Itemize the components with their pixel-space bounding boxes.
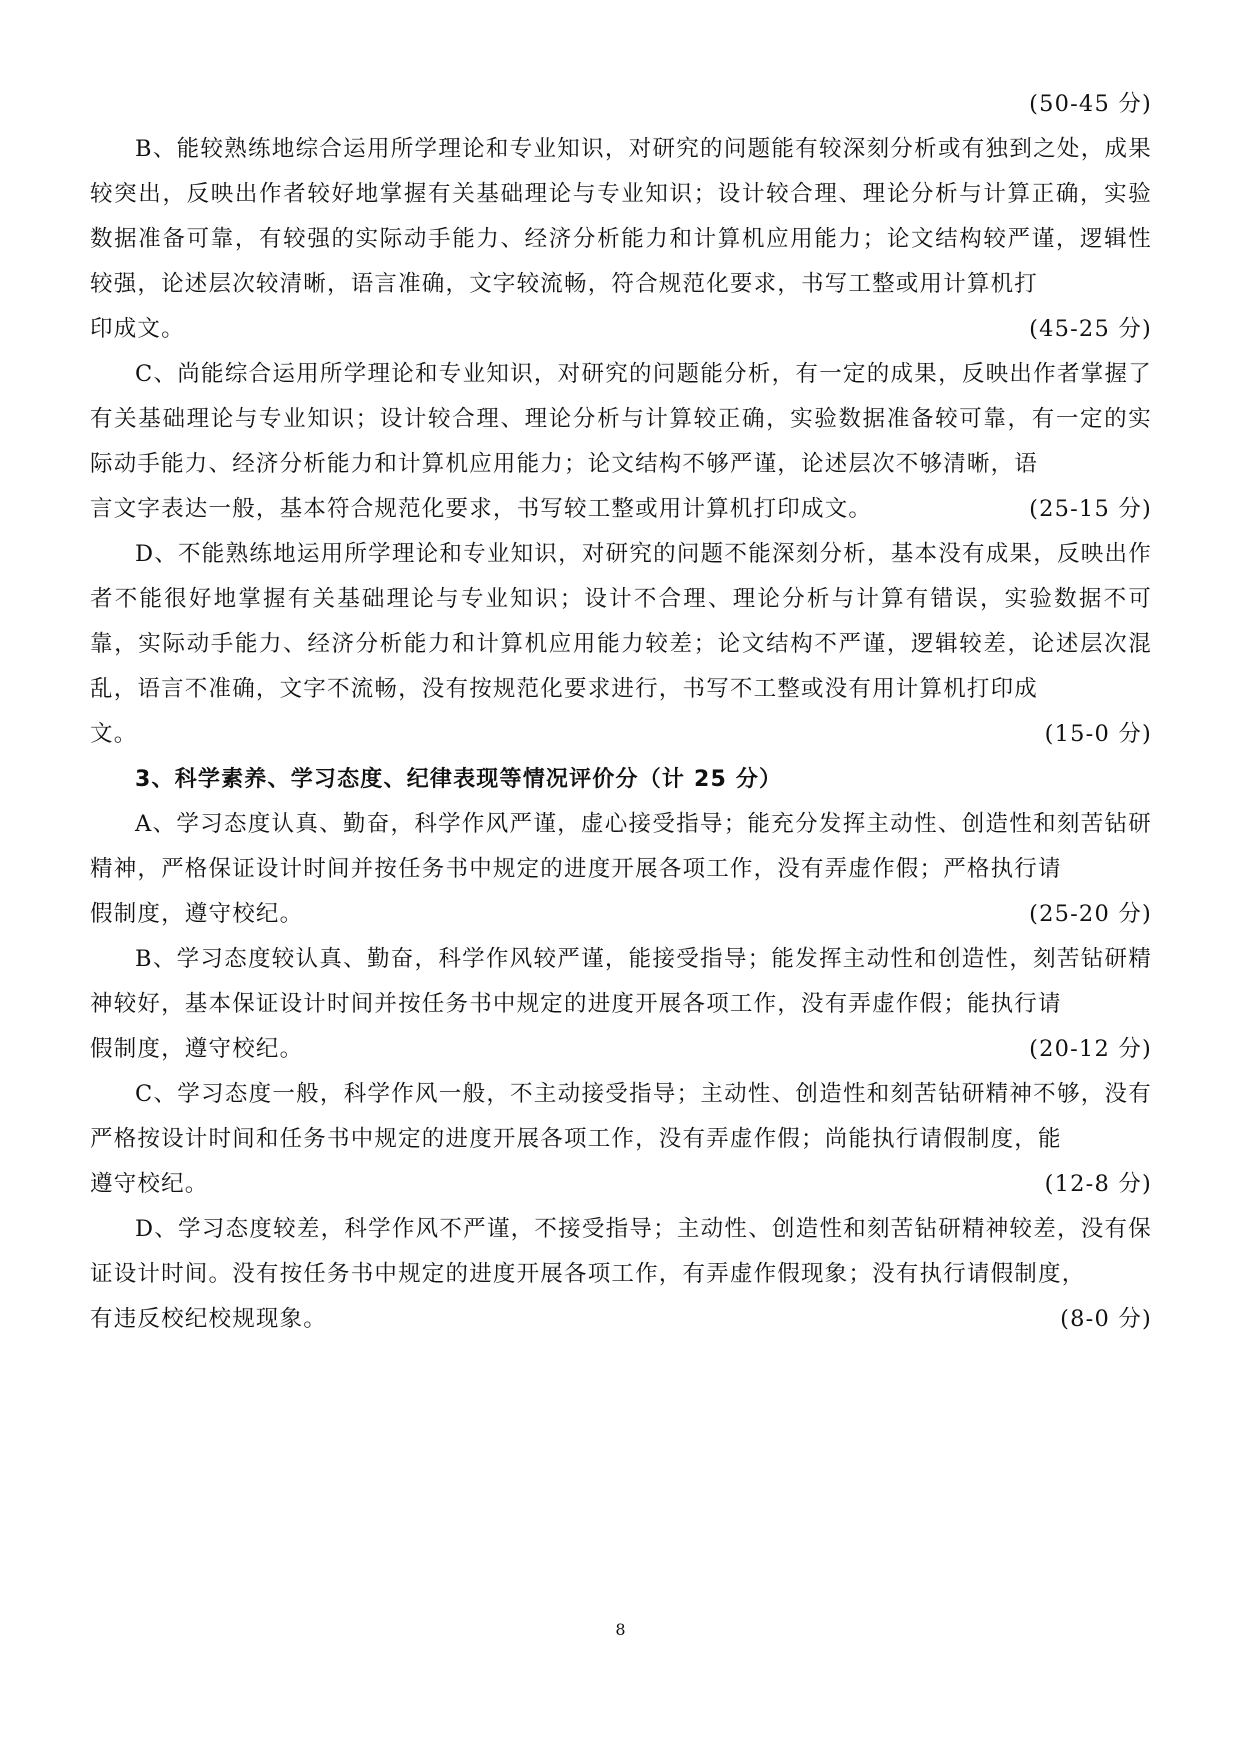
criterion-tail-text: 遵守校纪。 xyxy=(90,1171,209,1197)
score-range: (8-0 分) xyxy=(1060,1306,1152,1332)
criterion-final-line xyxy=(90,1162,1152,1207)
criterion-paragraph: D、学习态度较差，科学作风不严谨，不接受指导；主动性、创造性和刻苦钻研精神较差，没有保证设计时间。没有按任务书中规定的进度开展各项工作，有弄虚作假现象；没有执行请假制度， xyxy=(90,1216,1152,1287)
score-range: (20-12 分) xyxy=(1029,1036,1152,1062)
score-range: (45-25 分) xyxy=(1029,316,1152,342)
criterion-final-line xyxy=(90,712,1152,757)
criterion-tail-text: 假制度，遵守校纪。 xyxy=(90,1036,304,1062)
criterion-final-line xyxy=(90,307,1152,352)
criterion-paragraph: C、尚能综合运用所学理论和专业知识，对研究的问题能分析，有一定的成果，反映出作者掌握了有关基础理论与专业知识；设计较合理、理论分析与计算较正确，实验数据准备较可靠，有一定的实际动手能力、经济分析能力和计算机应用能力；论文结构不够严谨，论述层次不够清晰，语 xyxy=(90,361,1152,477)
page-number: 8 xyxy=(615,1620,626,1639)
criterion-tail-text: 言文字表达一般，基本符合规范化要求，书写较工整或用计算机打印成文。 xyxy=(90,496,873,522)
criterion-paragraph: B、学习态度较认真、勤奋，科学作风较严谨，能接受指导；能发挥主动性和创造性，刻苦钻研精神较好，基本保证设计时间并按任务书中规定的进度开展各项工作，没有弄虚作假；能执行请 xyxy=(90,946,1152,1017)
criterion-paragraph: A、学习态度认真、勤奋，科学作风严谨，虚心接受指导；能充分发挥主动性、创造性和刻苦钻研精神，严格保证设计时间并按任务书中规定的进度开展各项工作，没有弄虚作假；严格执行请 xyxy=(90,811,1152,882)
criterion-paragraph: C、学习态度一般，科学作风一般，不主动接受指导；主动性、创造性和刻苦钻研精神不够，没有严格按设计时间和任务书中规定的进度开展各项工作，没有弄虚作假；尚能执行请假制度，能 xyxy=(90,1081,1152,1152)
score-range: (25-20 分) xyxy=(1029,901,1152,927)
score-range: (12-8 分) xyxy=(1044,1171,1152,1197)
score-range: (15-0 分) xyxy=(1044,721,1152,747)
criterion-paragraph: B、能较熟练地综合运用所学理论和专业知识，对研究的问题能有较深刻分析或有独到之处，成果较突出，反映出作者较好地掌握有关基础理论与专业知识；设计较合理、理论分析与计算正确，实验数据准备可靠，有较强的实际动手能力、经济分析能力和计算机应用能力；论文结构较严谨，逻辑性较强，论述层次较清晰，语言准确，文字较流畅，符合规范化要求，书写工整或用计算机打 xyxy=(90,136,1152,297)
top-score-line xyxy=(90,82,1152,127)
criterion-tail-text: 假制度，遵守校纪。 xyxy=(90,901,304,927)
criterion-paragraph: D、不能熟练地运用所学理论和专业知识，对研究的问题不能深刻分析，基本没有成果，反映出作者不能很好地掌握有关基础理论与专业知识；设计不合理、理论分析与计算有错误，实验数据不可靠，实际动手能力、经济分析能力和计算机应用能力较差；论文结构不严谨，逻辑较差，论述层次混乱，语言不准确，文字不流畅，没有按规范化要求进行，书写不工整或没有用计算机打印成 xyxy=(90,541,1152,702)
criterion-tail-text: 文。 xyxy=(90,721,138,747)
section-heading: 3、科学素养、学习态度、纪律表现等情况评价分（计 25 分） xyxy=(135,767,783,792)
criterion-final-line xyxy=(90,487,1152,532)
criterion-tail-text: 印成文。 xyxy=(90,316,185,342)
score-range: (25-15 分) xyxy=(1029,496,1152,522)
criterion-tail-text: 有违反校纪校规现象。 xyxy=(90,1306,328,1332)
criterion-final-line xyxy=(90,892,1152,937)
document-body xyxy=(90,82,1152,1342)
criterion-final-line xyxy=(90,1027,1152,1072)
criterion-final-line xyxy=(90,1297,1152,1342)
score-range: (50-45 分) xyxy=(1029,91,1152,117)
